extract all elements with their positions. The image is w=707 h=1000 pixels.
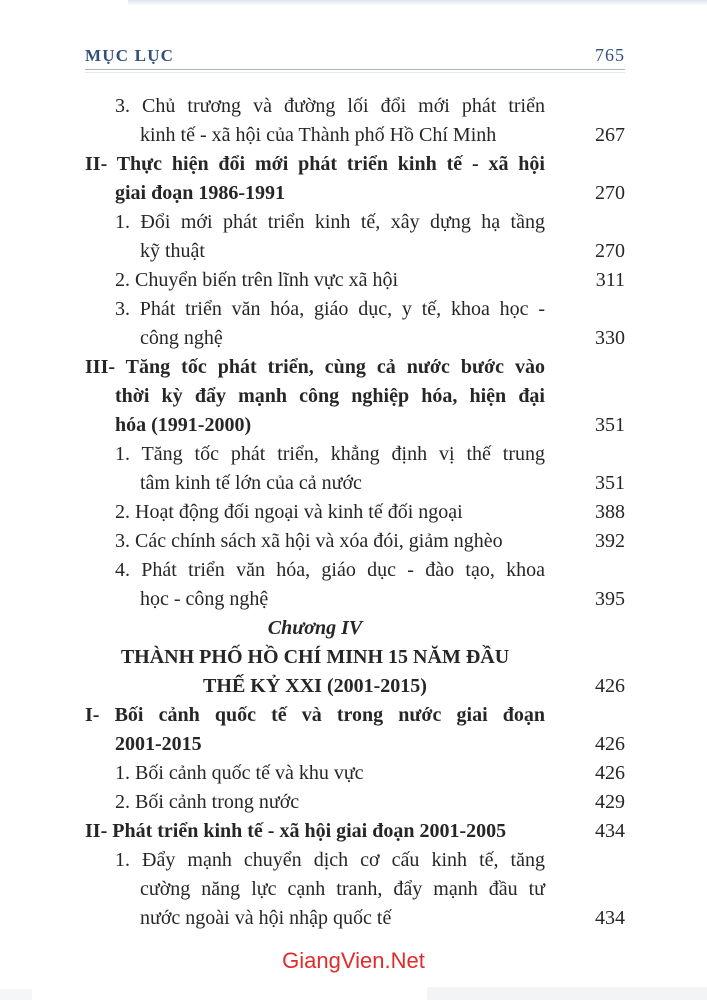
toc-line: 2001-2015	[115, 733, 202, 755]
toc-entry-text	[85, 150, 545, 208]
toc-entry-page: 429	[595, 791, 625, 813]
toc-line: 3. Phát triển văn hóa, giáo dục, y tế, khoa học -	[115, 298, 545, 320]
toc-line: 2. Chuyển biến trên lĩnh vực xã hội	[115, 269, 399, 291]
toc-entry	[85, 701, 625, 759]
toc-line: nước ngoài và hội nhập quốc tế	[140, 907, 392, 929]
toc-line: 1. Đẩy mạnh chuyển dịch cơ cấu kinh tế, tăng	[115, 849, 545, 871]
toc-line: hóa (1991-2000)	[115, 414, 252, 436]
toc-line: 1. Tăng tốc phát triển, khẳng định vị thế trung	[115, 443, 545, 465]
toc-entry-page: 392	[595, 530, 625, 552]
toc-entry	[85, 266, 625, 295]
toc-entry	[85, 295, 625, 353]
toc-entry	[85, 353, 625, 440]
toc-line: 4. Phát triển văn hóa, giáo dục - đào tạo, khoa	[115, 559, 545, 581]
toc-entry-page: 351	[595, 472, 625, 494]
bottom-right-scan-artifact	[427, 987, 707, 1000]
toc-entry-text	[115, 556, 545, 614]
toc-entry	[85, 788, 625, 817]
toc-entry-page: 426	[595, 733, 625, 755]
toc-entry-page: 426	[595, 675, 625, 697]
toc-entry	[85, 498, 625, 527]
toc-line: II- Thực hiện đổi mới phát triển kinh tế - xã hội	[85, 153, 545, 175]
toc-entry	[85, 817, 625, 846]
toc-line: Chương IV	[267, 617, 363, 639]
page-title: MỤC LỤC	[85, 46, 175, 65]
toc-entry-text	[115, 440, 545, 498]
header-page-number: 765	[595, 45, 625, 65]
toc-line: 1. Bối cảnh quốc tế và khu vực	[115, 762, 364, 784]
toc-entry	[85, 150, 625, 208]
toc-entry-page: 388	[595, 501, 625, 523]
toc-line: THÀNH PHỐ HỒ CHÍ MINH 15 NĂM ĐẦU	[120, 646, 510, 668]
toc-entry	[85, 759, 625, 788]
toc-entry-text	[115, 498, 545, 527]
toc-entry-page: 270	[595, 240, 625, 262]
toc-entry-text	[115, 208, 545, 266]
toc-entry-page: 434	[595, 907, 625, 929]
toc-line: 3. Các chính sách xã hội và xóa đói, giảm nghèo	[115, 530, 503, 552]
toc-line: tâm kinh tế lớn của cả nước	[140, 472, 362, 494]
toc-line: 2. Hoạt động đối ngoại và kinh tế đối ngoại	[115, 501, 463, 523]
toc-entry	[85, 208, 625, 266]
toc-entry-text	[85, 643, 545, 701]
toc-entry	[85, 614, 625, 643]
toc-entry-page: 270	[595, 182, 625, 204]
toc-line: II- Phát triển kinh tế - xã hội giai đoạn 2001-2005	[85, 820, 507, 842]
toc-list	[85, 92, 625, 933]
toc-entry	[85, 92, 625, 150]
toc-entry-text	[85, 701, 545, 759]
toc-entry-page: 426	[595, 762, 625, 784]
toc-line: kinh tế - xã hội của Thành phố Hồ Chí Minh	[140, 124, 497, 146]
toc-line: công nghệ	[140, 327, 223, 349]
header-rule	[85, 69, 625, 70]
toc-entry	[85, 846, 625, 933]
toc-entry-text	[85, 614, 545, 643]
toc-entry-page: 434	[595, 820, 625, 842]
toc-entry-page: 330	[595, 327, 625, 349]
toc-entry	[85, 527, 625, 556]
toc-entry-text	[115, 92, 545, 150]
toc-line: 1. Đổi mới phát triển kinh tế, xây dựng hạ tầng	[115, 211, 545, 233]
toc-entry-text	[115, 846, 545, 933]
toc-entry-text	[115, 788, 545, 817]
toc-entry-page: 395	[595, 588, 625, 610]
toc-entry	[85, 440, 625, 498]
watermark: GiangVien.Net	[282, 948, 425, 973]
toc-entry-text	[115, 266, 545, 295]
top-edge-scan-artifact	[128, 0, 707, 6]
toc-line: học - công nghệ	[140, 588, 269, 610]
toc-line: THẾ KỶ XXI (2001-2015)	[203, 675, 427, 697]
toc-entry-page: 267	[595, 124, 625, 146]
toc-entry	[85, 643, 625, 701]
toc-line: giai đoạn 1986-1991	[115, 182, 286, 204]
toc-line: III- Tăng tốc phát triển, cùng cả nước bước vào	[85, 356, 545, 378]
toc-entry	[85, 556, 625, 614]
toc-line: 3. Chủ trương và đường lối đổi mới phát triển	[115, 95, 545, 117]
bottom-left-scan-artifact	[0, 989, 32, 1000]
toc-entry-text	[115, 527, 545, 556]
toc-line: cường năng lực cạnh tranh, đẩy mạnh đầu tư	[140, 878, 545, 900]
toc-entry-text	[85, 353, 545, 440]
toc-entry-text	[115, 295, 545, 353]
toc-entry-text	[115, 759, 545, 788]
toc-line: I- Bối cảnh quốc tế và trong nước giai đoạn	[85, 704, 545, 726]
toc-line: thời kỳ đẩy mạnh công nghiệp hóa, hiện đại	[115, 385, 545, 407]
toc-entry-page: 351	[595, 414, 625, 436]
toc-entry-text	[85, 817, 545, 846]
toc-line: 2. Bối cảnh trong nước	[115, 791, 300, 813]
toc-line: kỹ thuật	[140, 240, 205, 262]
page-header	[85, 45, 625, 66]
toc-entry-page: 311	[595, 269, 625, 291]
